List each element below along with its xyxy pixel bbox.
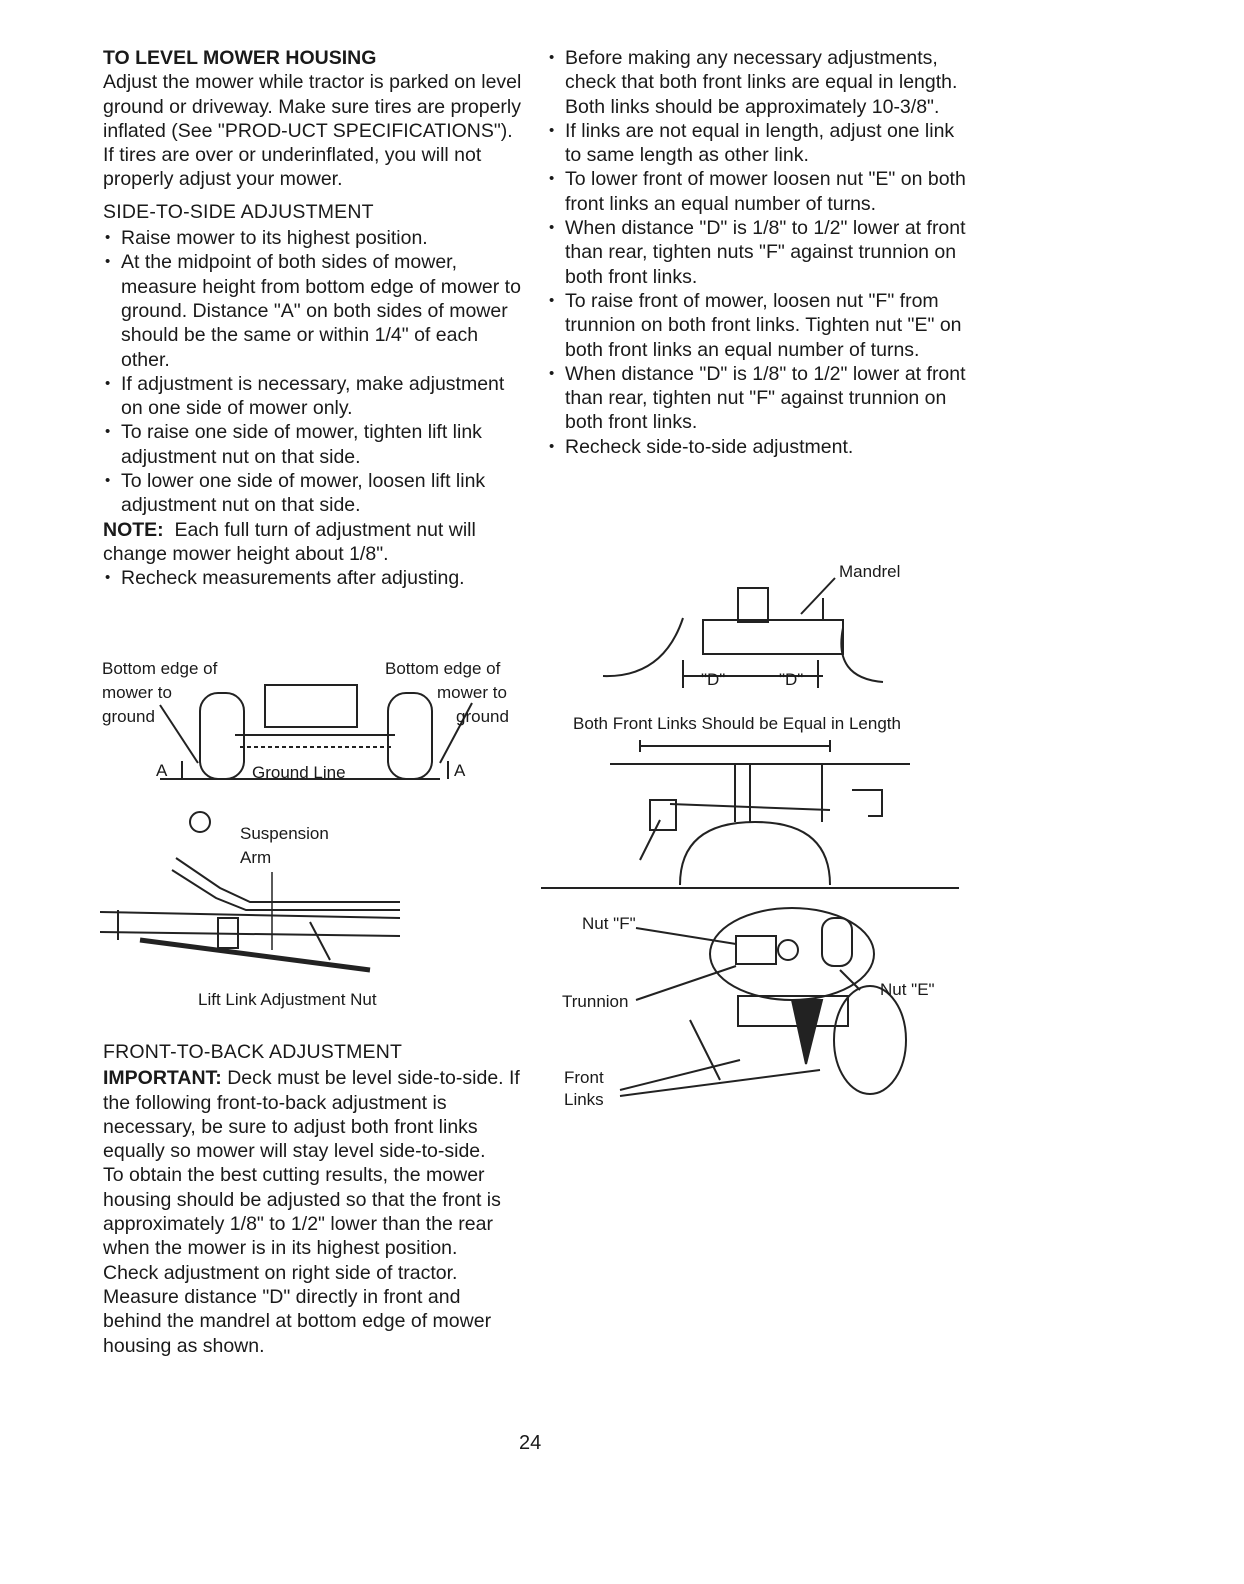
note-text: Each full turn of adjustment nut will change mower height about 1/8". — [103, 518, 476, 565]
right-label-2: mower to — [437, 683, 507, 702]
list-item: • Recheck measurements after adjusting. — [103, 566, 523, 590]
suspension-figure — [100, 810, 420, 1015]
a-right-label: A — [454, 761, 466, 780]
list-item: • Before making any necessary adjustments, check that both front links are equal in length. Both links should be approximately 10-3/8". — [547, 46, 967, 119]
suspension-label-1: Suspension — [240, 824, 329, 843]
front-to-back-heading: FRONT-TO-BACK ADJUSTMENT — [103, 1041, 403, 1063]
front-links-list — [547, 46, 967, 459]
mandrel-figure — [583, 558, 923, 698]
paragraph: Check adjustment on right side of tractor. Measure distance "D" directly in front and behind the mandrel at bottom edge of mower housing as shown. — [103, 1261, 492, 1357]
left-column — [103, 46, 523, 591]
trunnion-label: Trunnion — [562, 992, 629, 1011]
side-to-side-list — [103, 226, 523, 518]
nuts-figure — [560, 900, 960, 1110]
list-item: • If links are not equal in length, adjust one link to same length as other link. — [547, 119, 967, 168]
ground-line-label: Ground Line — [252, 763, 346, 782]
right-label-3: ground — [456, 707, 509, 726]
left-label-3: ground — [102, 707, 155, 726]
list-item: • Raise mower to its highest position. — [103, 226, 523, 250]
list-item: • Recheck side-to-side adjustment. — [547, 435, 967, 459]
front-links-drawing — [610, 740, 910, 885]
suspension-label-2: Arm — [240, 848, 272, 867]
right-label-1: Bottom edge of — [385, 659, 501, 678]
left-label-2: mower to — [102, 683, 172, 702]
a-left-label: A — [156, 761, 168, 780]
d-front-label: "D" — [701, 670, 726, 689]
paragraph: To obtain the best cutting results, the mower housing should be adjusted so that the front is approximately 1/8" to 1/2" lower than the rear when the mower is in its highest position. — [103, 1164, 501, 1260]
list-item: • At the midpoint of both sides of mower, measure height from bottom edge of mower to ground. Distance "A" on both sides of mower should be the same or within 1/4" of each other. — [103, 250, 523, 371]
links-label: Links — [564, 1090, 604, 1109]
section-heading: TO LEVEL MOWER HOUSING — [103, 47, 377, 69]
d-rear-label: "D" — [779, 670, 804, 689]
front-links-figure — [610, 740, 910, 885]
front-label: Front — [564, 1068, 604, 1087]
list-item: • When distance "D" is 1/8" to 1/2" lower at front than rear, tighten nuts "F" against trunnion on both front links. — [547, 216, 967, 289]
links-caption: Both Front Links Should be Equal in Length — [573, 714, 901, 733]
important-label: IMPORTANT: — [103, 1067, 222, 1090]
left-label-1: Bottom edge of — [102, 659, 218, 678]
list-item: • To lower one side of mower, loosen lift link adjustment nut on that side. — [103, 469, 523, 518]
list-item: • To lower front of mower loosen nut "E" on both front links an equal number of turns. — [547, 167, 967, 216]
intro-paragraph: Adjust the mower while tractor is parked on level ground or driveway. Make sure tires are properly inflated (See "PROD-UCT SPECIFICATIONS"). If tires are over or underinflated, you will not properly adjust your mower. — [103, 71, 522, 191]
divider — [541, 887, 959, 889]
note — [103, 518, 523, 567]
recheck-list — [103, 566, 523, 590]
right-column — [547, 46, 967, 459]
list-item: • If adjustment is necessary, make adjustment on one side of mower only. — [103, 372, 523, 421]
list-item: • To raise one side of mower, tighten lift link adjustment nut on that side. — [103, 420, 523, 469]
page-number: 24 — [519, 1432, 542, 1454]
left-column-lower — [103, 1040, 523, 1358]
list-item: • To raise front of mower, loosen nut "F" from trunnion on both front links. Tighten nut "E" on both front links an equal number of turns. — [547, 289, 967, 362]
note-label: NOTE: — [103, 518, 164, 541]
side-to-side-heading: SIDE-TO-SIDE ADJUSTMENT — [103, 200, 374, 223]
list-item: • When distance "D" is 1/8" to 1/2" lower at front than rear, tighten nut "F" against trunnion on both front links. — [547, 362, 967, 435]
important-note — [103, 1066, 523, 1163]
mandrel-label: Mandrel — [839, 562, 901, 581]
nut-e-label: Nut "E" — [880, 980, 935, 999]
nut-f-label: Nut "F" — [582, 914, 636, 933]
lift-link-nut-label: Lift Link Adjustment Nut — [198, 990, 377, 1009]
important-text: Deck must be level side-to-side. If the following front-to-back adjustment is necessary, be sure to adjust both front links equally so mower will stay level side-to-side. — [103, 1067, 520, 1163]
ground-line-figure — [100, 655, 530, 790]
